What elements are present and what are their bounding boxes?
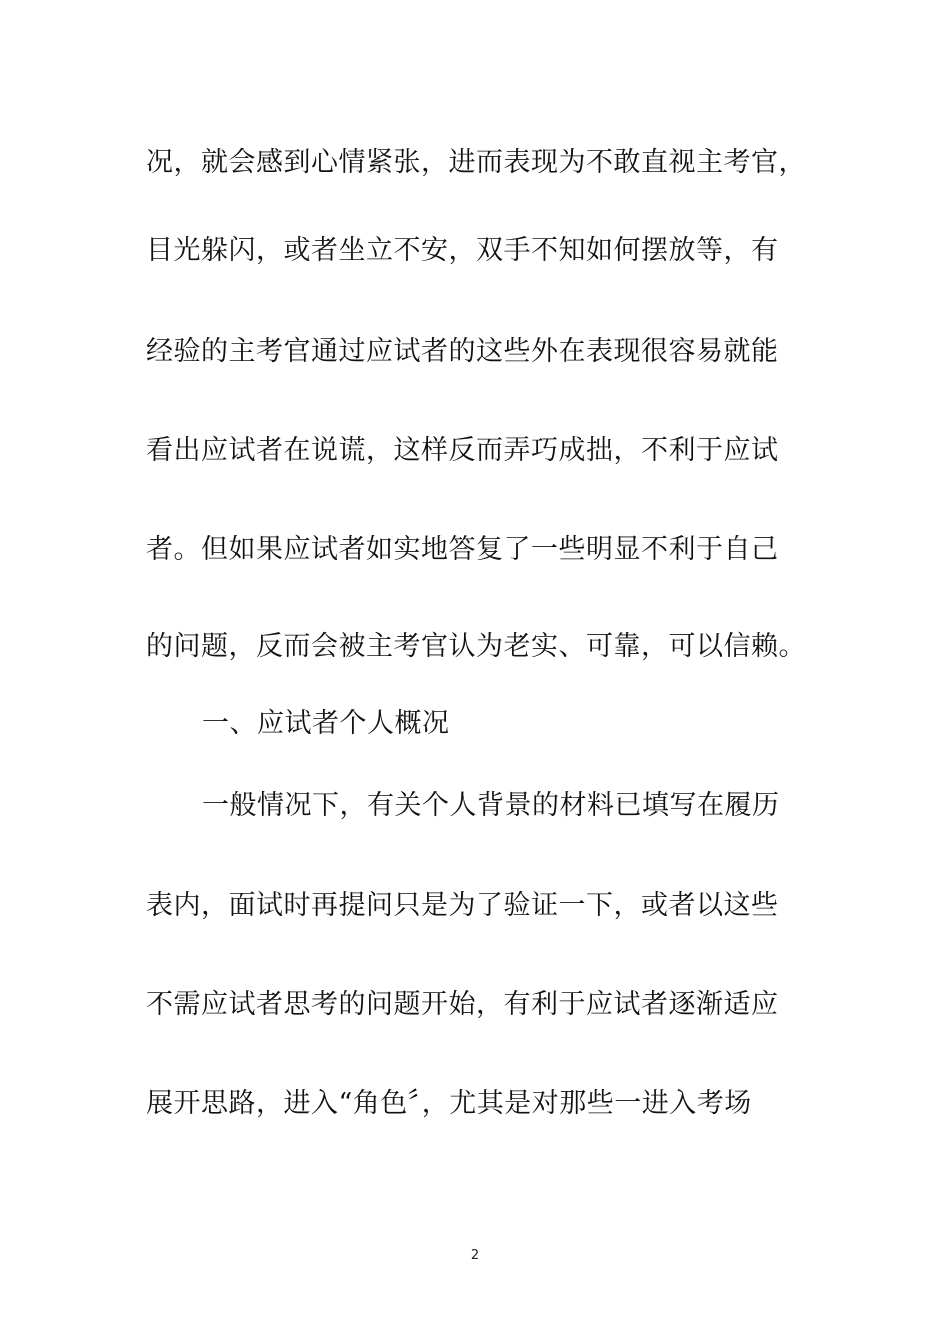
body-text-line: 表内，面试时再提问只是为了验证一下，或者以这些 bbox=[146, 890, 779, 921]
body-text-line: 不需应试者思考的问题开始，有利于应试者逐渐适应 bbox=[146, 989, 779, 1020]
body-text-line: 一般情况下，有关个人背景的材料已填写在履历 bbox=[202, 790, 780, 821]
body-text-line: 者。但如果应试者如实地答复了一些明显不利于自己 bbox=[146, 534, 779, 565]
body-text-line: 展开思路，进入“角色〞，尤其是对那些一进入考场 bbox=[146, 1088, 752, 1119]
page-number: 2 bbox=[470, 1248, 480, 1263]
body-text-line: 的问题，反而会被主考官认为老实、可靠，可以信赖。 bbox=[146, 631, 806, 662]
body-text-line: 经验的主考官通过应试者的这些外在表现很容易就能 bbox=[146, 336, 779, 367]
section-heading: 一、应试者个人概况 bbox=[202, 708, 450, 739]
body-text-line: 看出应试者在说谎，这样反而弄巧成拙，不利于应试 bbox=[146, 435, 779, 466]
body-text-line: 目光躲闪，或者坐立不安，双手不知如何摆放等，有 bbox=[146, 235, 779, 266]
body-text-line: 况，就会感到心情紧张，进而表现为不敢直视主考官， bbox=[146, 147, 806, 178]
